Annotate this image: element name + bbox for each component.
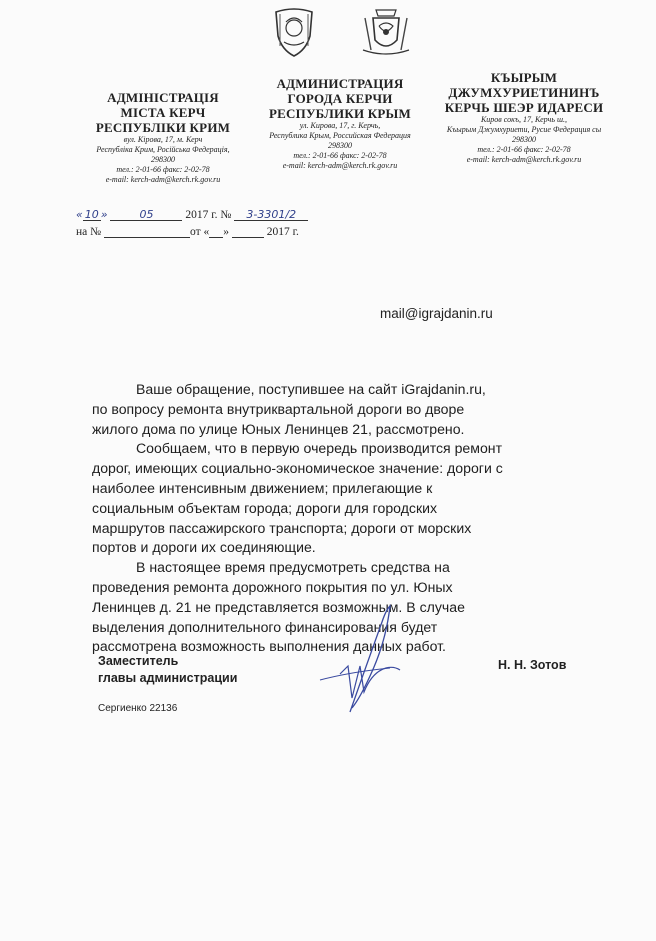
header-russian-address-1: ул. Кирова, 17, г. Керчь, xyxy=(299,121,381,130)
header-ukrainian-email: e-mail: kerch-adm@kerch.rk.gov.ru xyxy=(105,175,221,184)
registration-day: 10 xyxy=(84,208,99,221)
header-russian-email: e-mail: kerch-adm@kerch.rk.gov.ru xyxy=(282,161,398,170)
body-paragraph-1: Ваше обращение, поступившее на сайт iGrajdanin.ru, по вопросу ремонта внутриквартальной дороги во дворе жилого дома по улице Юных Ленинцев 21, рассмотрено. xyxy=(92,381,486,437)
header-ukrainian-phone: тел.: 2-01-66 факс: 2-02-78 xyxy=(116,165,210,174)
header-ukrainian-address-1: вул. Кірова, 17, м. Керч xyxy=(123,135,203,144)
crimea-coat-of-arms-icon xyxy=(272,6,316,58)
header-russian-line-1: АДМИНИСТРАЦИЯ xyxy=(276,76,404,91)
header-ukrainian-address-3: 298300 xyxy=(151,155,175,164)
reference-prefix: на № xyxy=(76,226,102,238)
header-tatar-line-2: ДЖУМХУРИЕТИНИНЪ xyxy=(448,85,600,100)
signatory-name: Н. Н. Зотов xyxy=(498,658,567,672)
header-russian xyxy=(250,76,430,171)
header-russian-line-3: РЕСПУБЛИКИ КРЫМ xyxy=(269,106,411,121)
reference-year: 2017 г. xyxy=(266,226,299,238)
header-ukrainian-address-2: Республіка Крим, Російська Федерація, xyxy=(96,145,230,154)
reference-number-blank xyxy=(104,225,190,238)
header-crimean-tatar xyxy=(426,70,622,165)
registration-year-number: 2017 г. № xyxy=(185,209,232,221)
executor-note: Сергиенко 22136 xyxy=(98,703,178,714)
header-tatar-line-1: КЪЫРЫМ xyxy=(490,70,558,85)
header-russian-line-2: ГОРОДА КЕРЧИ xyxy=(287,91,393,106)
header-ukrainian-line-2: МІСТА КЕРЧ xyxy=(120,105,206,120)
registration-line-2 xyxy=(76,225,376,238)
reference-close-quote: » xyxy=(223,226,229,238)
header-tatar-email: e-mail: kerch-adm@kerch.rk.gov.ru xyxy=(466,155,582,164)
body-paragraph-2: Сообщаем, что в первую очередь производится ремонт дорог, имеющих социально-экономическое значение: дороги с наиболее интенсивным движением; прилегающие к социальным объектам города; дороги для городских маршрутов пассажирского транспорта; дороги от морских портов и дороги их соединяющие. xyxy=(92,440,503,556)
registration-month: 05 xyxy=(110,208,182,221)
header-tatar-phone: тел.: 2-01-66 факс: 2-02-78 xyxy=(477,145,571,154)
header-ukrainian xyxy=(78,90,248,185)
header-ukrainian-line-1: АДМІНІСТРАЦІЯ xyxy=(107,90,219,105)
signatory-title-1: Заместитель xyxy=(98,654,179,668)
registration-close-quote: » xyxy=(100,208,108,221)
header-russian-address-2: Республика Крым, Российская Федерация xyxy=(269,131,411,140)
registration-open-quote: « xyxy=(76,208,83,221)
reference-day-blank xyxy=(209,225,223,238)
body-paragraph-3: В настоящее время предусмотреть средства на проведения ремонта дорожного покрытия по ул. Юных Ленинцев д. 21 не представляется возможным. В случае выделения дополнительного финансирования будет рассмотрена возможность выполнения данных работ. xyxy=(92,559,465,655)
signatory-title-2: главы администрации xyxy=(98,671,238,685)
recipient-email: mail@igrajdanin.ru xyxy=(380,306,493,321)
header-tatar-line-3: КЕРЧЬ ШЕЭР ИДАРЕСИ xyxy=(444,100,604,115)
reference-from: от « xyxy=(189,226,210,238)
registration-line-1 xyxy=(76,208,376,221)
reference-month-blank xyxy=(232,225,264,238)
registration-number: 3-3301/2 xyxy=(234,208,308,221)
handwritten-signature xyxy=(290,602,440,714)
header-ukrainian-line-3: РЕСПУБЛІКИ КРИМ xyxy=(95,120,231,135)
kerch-coat-of-arms-icon xyxy=(361,6,411,58)
header-tatar-address-2: Къырым Джумхуриети, Русие Федерация сы xyxy=(446,125,602,134)
header-tatar-address-3: 298300 xyxy=(512,135,536,144)
header-russian-phone: тел.: 2-01-66 факс: 2-02-78 xyxy=(293,151,387,160)
header-tatar-address-1: Киров сокъ, 17, Керчь ш., xyxy=(480,115,568,124)
header-russian-address-3: 298300 xyxy=(328,141,352,150)
